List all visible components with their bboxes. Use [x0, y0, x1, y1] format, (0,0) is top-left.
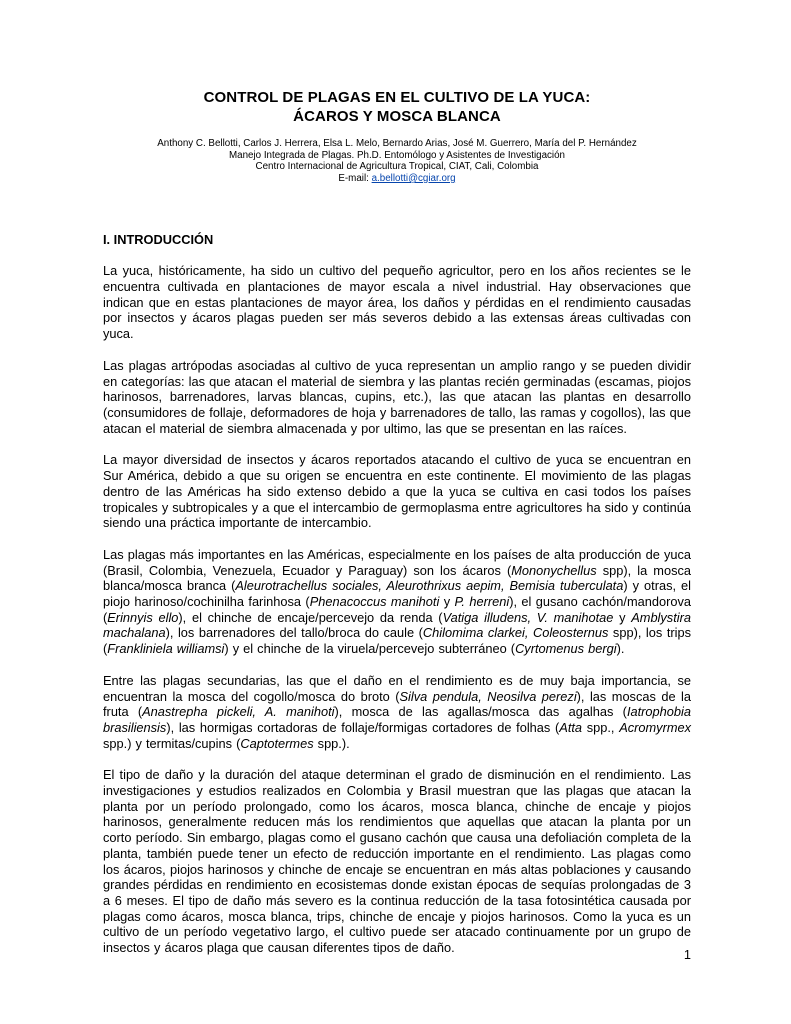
paragraph-introduction-3: La mayor diversidad de insectos y ácaros reportados atacando el cultivo de yuca se encuentran en Sur América, debido a que su origen se encuentra en este continente. El movimiento de las plagas dentro de las Américas ha sido extenso debido a que la yuca se cultiva en casi todos los países tropicales y subtropicales y a que el intercambio de germoplasma entre agricultores ha sido y continúa siendo una práctica importante de intercambio.: [103, 452, 691, 531]
paragraph-introduction-6: El tipo de daño y la duración del ataque determinan el grado de disminución en el rendimiento. Las investigaciones y estudios realizados en Colombia y Brasil muestran que las plagas que atacan la planta por un período prolongado, como los ácaros, mosca blanca, chinche de encaje y piojos harinosos, generalmente reducen más los rendimientos que aquellas que atacan la planta por un corto período. Sin embargo, plagas como el gusano cachón que causa una defoliación completa de la planta, también puede tener un efecto de reducción importante en el rendimiento. Las plagas como los ácaros, piojos harinosos y chinche de encaje se encuentran en más altas poblaciones y causando grandes pérdidas en rendimiento en ecosistemas donde existan épocas de sequías prolongadas de 3 a 6 meses. El tipo de daño más severo es la continua reducción de la tasa fotosintética causada por plagas como ácaros, mosca blanca, trips, chinche de encaje y piojos harinosos. Como la yuca es un cultivo de un período vegetativo largo, el cultivo puede ser atacado continuamente por un grupo de insectos y ácaros plaga que causan diferentes tipos de daño.: [103, 767, 691, 956]
affiliation-line-1: Manejo Integrada de Plagas. Ph.D. Entomólogo y Asistentes de Investigación: [228, 149, 566, 161]
paragraph-introduction-4: Las plagas más importantes en las Américas, especialmente en los países de alta producción de yuca (Brasil, Colombia, Venezuela, Ecuador y Paraguay) son los ácaros (Mononychellus spp), la mosca blanca/mosca branca (Aleurotrachellus sociales, Aleurothrixus aepim, Bemisia tuberculata) y otras, el piojo harinoso/cochinilha farinhosa (Phenacoccus manihoti y P. herreni), el gusano cachón/mandorova (Erinnyis ello), el chinche de encaje/percevejo da renda (Vatiga illudens, V. manihotae y Amblystira machalana), los barrenadores del tallo/broca do caule (Chilomima clarkei, Coleosternus spp), los trips (Frankliniela williamsi) y el chinche de la viruela/percevejo subterráneo (Cyrtomenus bergi).: [103, 546, 692, 657]
email-label: E-mail:: [338, 172, 372, 184]
section-heading: I. INTRODUCCIÓN: [103, 232, 214, 248]
email-line: [103, 173, 691, 185]
title-line-2: ÁCAROS Y MOSCA BLANCA: [293, 108, 501, 125]
paragraph-introduction-1: La yuca, históricamente, ha sido un cultivo del pequeño agricultor, pero en los años recientes se le encuentra cultivada en plantaciones de mayor escala a nivel industrial. Hay observaciones que indican que en estas plantaciones de mayor área, los daños y pérdidas en el rendimiento causadas por insectos y ácaros plagas pueden ser más severos debido a las extensas áreas cultivadas con yuca.: [103, 263, 691, 342]
title-line-1: CONTROL DE PLAGAS EN EL CULTIVO DE LA YUCA:: [203, 89, 591, 106]
page-number: 1: [683, 947, 691, 962]
document-title: [103, 88, 691, 126]
authors-line: Anthony C. Bellotti, Carlos J. Herrera, Elsa L. Melo, Bernardo Arias, José M. Guerrero, María del P. Hernández: [157, 138, 637, 149]
affiliation-line-2: Centro Internacional de Agricultura Tropical, CIAT, Cali, Colombia: [255, 161, 539, 173]
email-link[interactable]: a.bellotti@cgiar.org: [371, 172, 456, 184]
paragraph-introduction-5: Entre las plagas secundarias, las que el daño en el rendimiento es de muy baja importancia, se encuentran la mosca del cogollo/mosca do broto (Silva pendula, Neosilva perezi), las moscas de la fruta (Anastrepha pickeli, A. manihoti), mosca de las agallas/mosca das agalhas (Iatrophobia brasiliensis), las hormigas cortadoras de follaje/formigas cortadores de folhas (Atta spp., Acromyrmex spp.) y termitas/cupins (Captotermes spp.).: [103, 672, 692, 751]
author-block: [103, 138, 691, 184]
paragraph-introduction-2: Las plagas artrópodas asociadas al cultivo de yuca representan un amplio rango y se pueden dividir en categorías: las que atacan el material de siembra y las plantas recién germinadas (escamas, piojos harinosos, barrenadores, larvas blancas, cupins, etc.), las que atacan las plantas en desarrollo (consumidores de follaje, deformadores de hoja y barrenadores de tallo, las ramas y cogollos), las que atacan el material de siembra almacenada y por ultimo, las que se presentan en las raíces.: [103, 357, 691, 436]
